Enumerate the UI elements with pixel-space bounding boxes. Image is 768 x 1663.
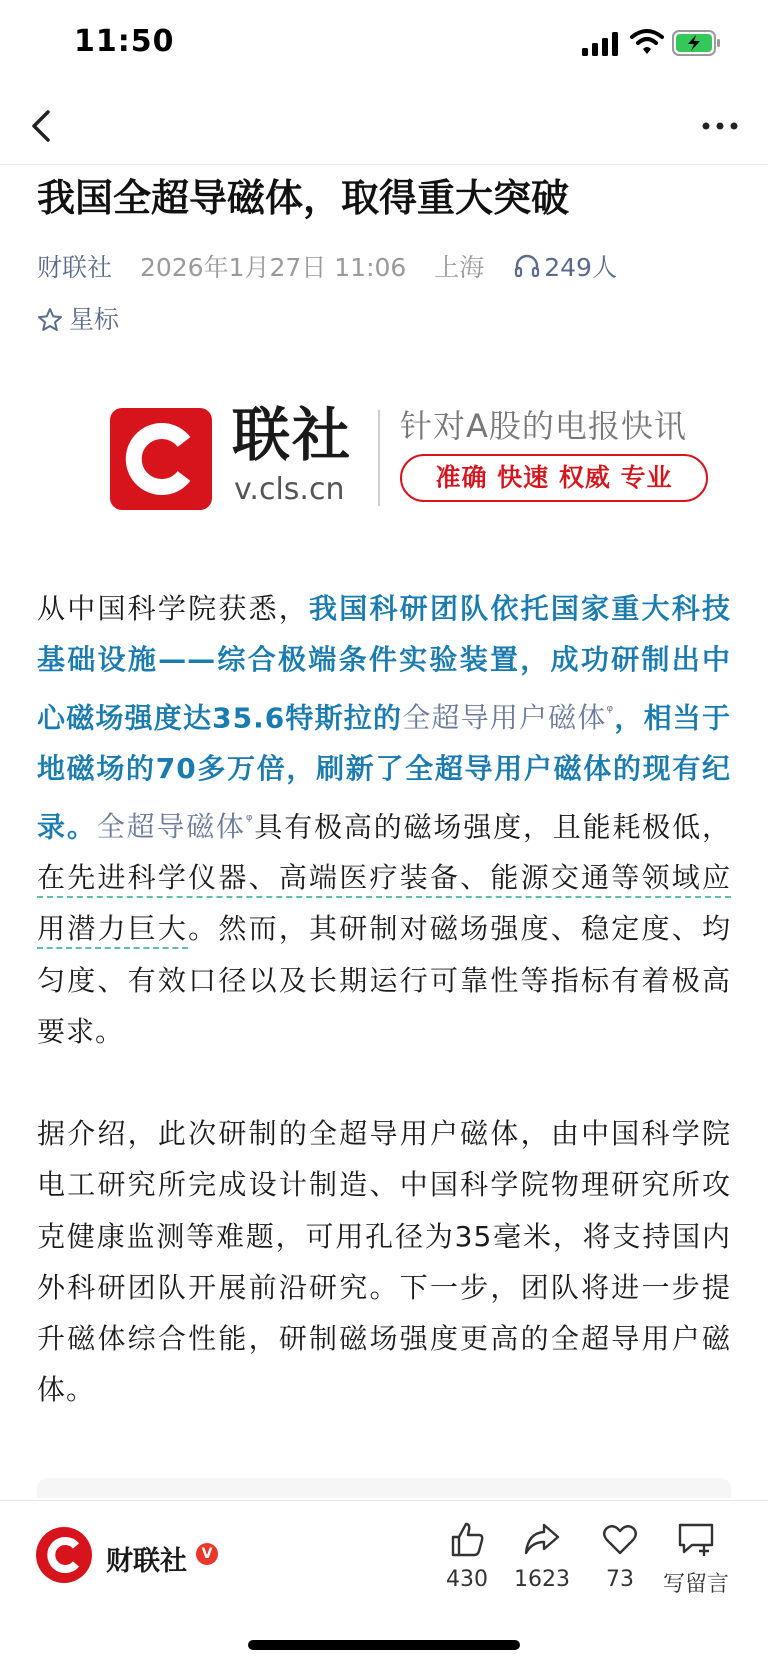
write-comment-button[interactable]	[654, 1519, 738, 1598]
star-button[interactable]	[37, 300, 119, 336]
battery-charging-icon	[672, 30, 722, 56]
cls-logo-icon	[110, 408, 212, 510]
p1-intro: 从中国科学院获悉，	[37, 592, 310, 625]
banner-divider	[378, 410, 380, 506]
keyword-link-superconducting-magnet[interactable]	[97, 810, 254, 843]
account-name[interactable]: 财联社	[106, 1546, 187, 1577]
cellular-signal-icon	[582, 32, 620, 56]
banner-url: v.cls.cn	[234, 472, 345, 507]
p1-highlight-text: 我国科研团队依托国家重大科技基础设施——综合极端条件实验装置，成功研制出中心磁场强度达35.6特斯拉的	[37, 592, 731, 734]
p1-highlight	[37, 592, 731, 843]
share-arrow-icon	[522, 1519, 562, 1559]
favorite-button[interactable]	[578, 1519, 662, 1592]
article-paragraph-2: 据介绍，此次研制的全超导用户磁体，由中国科学院电工研究所完成设计制造、中国科学院物理研究所攻克健康监测等难题，可用孔径为35毫米，将支持国内外科研团队开展前沿研究。下一步，团队将进一步提升磁体综合性能，研制磁场强度更高的全超导用户磁体。	[37, 1117, 731, 1407]
publish-date: 2026年1月27日 11:06	[139, 253, 407, 282]
like-count: 430	[446, 1567, 488, 1592]
back-arrow-icon[interactable]	[26, 104, 58, 148]
keyword-text: 全超导用户磁体	[402, 700, 607, 734]
banner-brand: 联社	[232, 401, 353, 469]
search-icon: ᵠ	[245, 810, 254, 830]
star-icon	[37, 307, 63, 333]
home-indicator[interactable]	[248, 1640, 520, 1650]
publish-location: 上海	[434, 253, 485, 282]
heart-icon	[600, 1519, 640, 1559]
p1-text-end: 。然而，其研制对磁场强度、稳定度、均匀度、有效口径以及长期运行可靠性等指标有着极高要求。	[37, 912, 731, 1049]
wifi-icon	[630, 28, 664, 56]
article-paragraph-1	[37, 583, 731, 1057]
bottom-action-bar	[0, 1500, 768, 1663]
p1-highlight-tail: ，相当于地磁场的70多万倍，刷新了全超导用户磁体的现有纪录。	[37, 700, 731, 843]
thumbs-up-icon	[447, 1519, 487, 1559]
listener-count: 249人	[544, 253, 617, 282]
share-button[interactable]	[500, 1519, 584, 1592]
dashed-underline-phrase[interactable]: 在先进科学仪器、高端医疗装备、能源交通等领域应用潜力巨大	[37, 861, 731, 949]
share-count: 1623	[514, 1567, 570, 1592]
article-meta	[37, 248, 617, 284]
listen-button[interactable]	[514, 248, 617, 284]
comment-label: 写留言	[662, 1572, 729, 1597]
keyword-link-user-magnet[interactable]	[402, 701, 614, 734]
more-options-icon[interactable]	[700, 114, 740, 138]
account-avatar[interactable]	[36, 1527, 92, 1583]
status-time: 11:50	[74, 24, 175, 59]
p1-text: 具有极高的磁场强度，且能耗极低，	[253, 809, 731, 843]
like-button[interactable]	[425, 1519, 509, 1592]
favorite-count: 73	[606, 1567, 634, 1592]
keyword-text: 全超导磁体	[96, 809, 246, 843]
promo-banner	[110, 402, 730, 514]
status-bar	[0, 0, 768, 88]
source-link[interactable]: 财联社	[37, 253, 113, 282]
star-label: 星标	[69, 305, 120, 334]
card-top-edge	[37, 1478, 731, 1498]
verified-badge-icon: V	[196, 1543, 218, 1565]
nav-bar	[0, 88, 768, 165]
comment-add-icon	[676, 1519, 716, 1559]
search-icon: ᵠ	[606, 701, 615, 721]
article-title: 我国全超导磁体，取得重大突破	[37, 176, 570, 220]
banner-slogan: 针对A股的电报快讯	[400, 407, 687, 445]
headphones-icon	[514, 254, 540, 278]
banner-tags: 准确 快速 权威 专业	[400, 454, 708, 502]
